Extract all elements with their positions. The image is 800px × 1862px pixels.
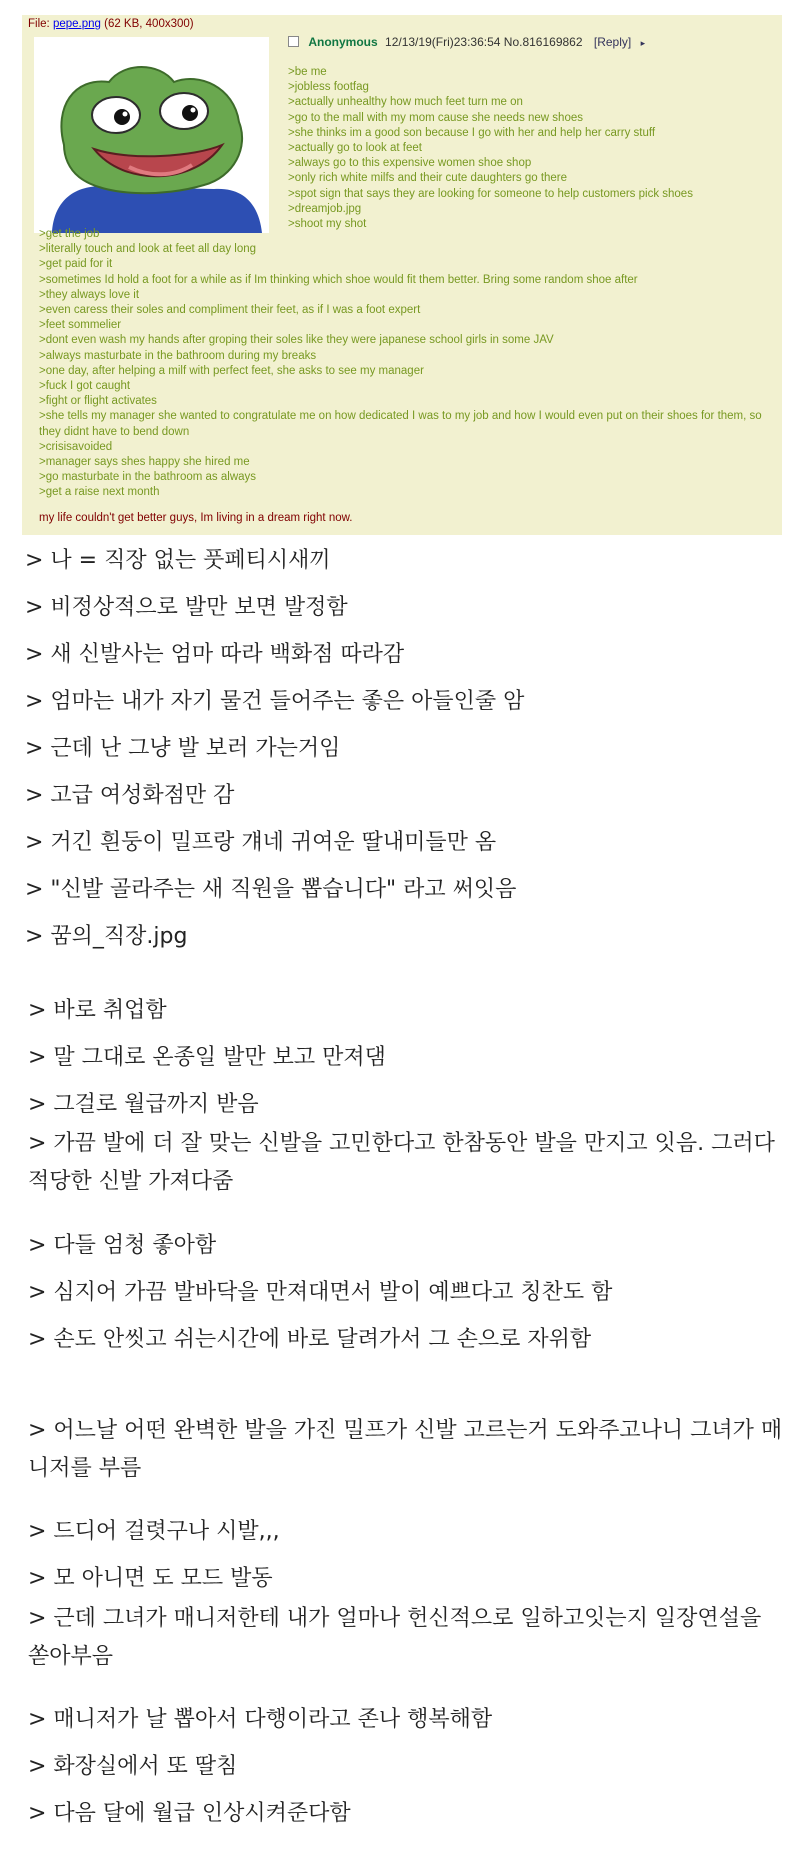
greentext-line: >crisisavoided [39, 440, 113, 453]
greentext-line: >fight or flight activates [39, 395, 157, 408]
greentext-line: >be me [288, 66, 327, 78]
file-info [28, 18, 194, 30]
greentext-line: >fuck I got caught [39, 380, 131, 393]
greentext-line: >get paid for it [39, 258, 113, 271]
post-checkbox[interactable] [288, 36, 299, 47]
translation-line: > 모 아니면 도 모드 발동 [28, 1566, 273, 1591]
translation-line: > 심지어 가끔 발바닥을 만져대면서 발이 예쁘다고 칭찬도 함 [28, 1280, 613, 1305]
translation-line: > 바로 취업함 [28, 998, 167, 1023]
greentext-line: >only rich white milfs and their cute daughters go there [288, 172, 568, 185]
translation-line: > 매니저가 날 뽑아서 다행이라고 존나 행복해함 [28, 1707, 493, 1732]
greentext-line: >jobless footfag [288, 81, 369, 94]
file-link[interactable]: pepe.png [52, 18, 101, 30]
greentext-line: >always go to this expensive women shoe shop [288, 157, 532, 170]
translation-line: > 근데 난 그냥 발 보러 가는거임 [25, 736, 341, 761]
post-image-frog[interactable] [34, 37, 269, 233]
greentext-line: >sometimes Id hold a foot for a while as if Im thinking which shoe would fit them better. Bring some random shoe after [39, 273, 638, 286]
translation-line: > 비정상적으로 발만 보면 발정함 [25, 595, 348, 620]
greentext-line: >even caress their soles and compliment their feet, as if I was a foot expert [39, 304, 421, 317]
translation-line: > 어느날 어떤 완벽한 발을 가진 밀프가 신발 고르는거 도와주고나니 그녀가 매니저를 부름 [28, 1418, 783, 1481]
greentext-line: >always masturbate in the bathroom during my breaks [39, 349, 317, 362]
greentext-block-top [288, 65, 693, 232]
greentext-block-bottom [39, 227, 769, 501]
greentext-line: >get the job [39, 228, 100, 240]
file-meta: (62 KB, 400x300) [104, 18, 194, 30]
forum-post [22, 15, 782, 535]
greentext-line: >literally touch and look at feet all day long [39, 243, 257, 256]
translation-line: > 거긴 흰둥이 밀프랑 걔네 귀여운 딸내미들만 옴 [25, 830, 497, 855]
greentext-line: >they always love it [39, 288, 140, 301]
greentext-line: >feet sommelier [39, 319, 122, 332]
reply-link[interactable]: [Reply] [593, 35, 632, 49]
translation-line: > 꿈의_직장.jpg [25, 924, 188, 949]
translation-line: > 엄마는 내가 자기 물건 들어주는 좋은 아들인줄 암 [25, 689, 525, 714]
translation-line: > 화장실에서 또 딸침 [28, 1754, 238, 1779]
translation-line: > 다들 엄청 좋아함 [28, 1233, 217, 1258]
greentext-line: >shoot my shot [288, 218, 367, 231]
translation-line: > 드디어 걸렷구나 시발,,, [28, 1519, 280, 1544]
post-datetime: 12/13/19(Fri)23:36:54 [385, 35, 501, 49]
greentext-line: >actually unhealthy how much feet turn me on [288, 96, 523, 109]
greentext-line: >dreamjob.jpg [288, 202, 362, 215]
post-number[interactable]: No.816169862 [503, 35, 583, 49]
greentext-line: >get a raise next month [39, 486, 160, 499]
translation-line: > 가끔 발에 더 잘 맞는 신발을 고민한다고 한참동안 발을 만지고 잇음. 그러다 적당한 신발 가져다줌 [28, 1131, 775, 1194]
file-label: File: [28, 18, 50, 30]
translation-line: > 근데 그녀가 매니저한테 내가 얼마나 헌신적으로 일하고잇는지 일장연설을 쏟아부음 [28, 1606, 762, 1669]
post-header [288, 35, 645, 49]
greentext-line: >spot sign that says they are looking for someone to help customers pick shoes [288, 187, 693, 200]
greentext-line: >she thinks im a good son because I go with her and help her carry stuff [288, 126, 656, 139]
poster-name: Anonymous [308, 35, 378, 49]
greentext-line: >go to the mall with my mom cause she needs new shoes [288, 111, 583, 124]
greentext-line: >actually go to look at feet [288, 142, 422, 155]
menu-arrow-icon[interactable]: ▸ [640, 38, 646, 48]
translation-line: > "신발 골라주는 새 직원을 뽑습니다" 라고 써잇음 [25, 877, 517, 902]
translation-line: > 나 = 직장 없는 풋페티시새끼 [25, 548, 331, 573]
post-closing-line: my life couldn't get better guys, Im living in a dream right now. [39, 512, 353, 524]
translation-line: > 손도 안씻고 쉬는시간에 바로 달려가서 그 손으로 자위함 [28, 1327, 592, 1352]
translation-line: > 그걸로 월급까지 받음 [28, 1092, 259, 1117]
greentext-line: >one day, after helping a milf with perfect feet, she asks to see my manager [39, 364, 424, 377]
greentext-line: >dont even wash my hands after groping their soles like they were japanese school girls in some JAV [39, 334, 554, 347]
greentext-line: >go masturbate in the bathroom as always [39, 471, 257, 484]
translation-line: > 말 그대로 온종일 발만 보고 만져댐 [28, 1045, 386, 1070]
translation-line: > 새 신발사는 엄마 따라 백화점 따라감 [25, 642, 405, 667]
frog-illustration [34, 37, 269, 233]
translation-line: > 고급 여성화점만 감 [25, 783, 235, 808]
greentext-line: >manager says shes happy she hired me [39, 456, 250, 469]
greentext-line: >she tells my manager she wanted to congratulate me on how dedicated I was to my job and how I would even put on their shoes for them, so they didnt have to bend down [39, 410, 762, 438]
translation-line: > 다음 달에 월급 인상시켜준다함 [28, 1801, 351, 1826]
